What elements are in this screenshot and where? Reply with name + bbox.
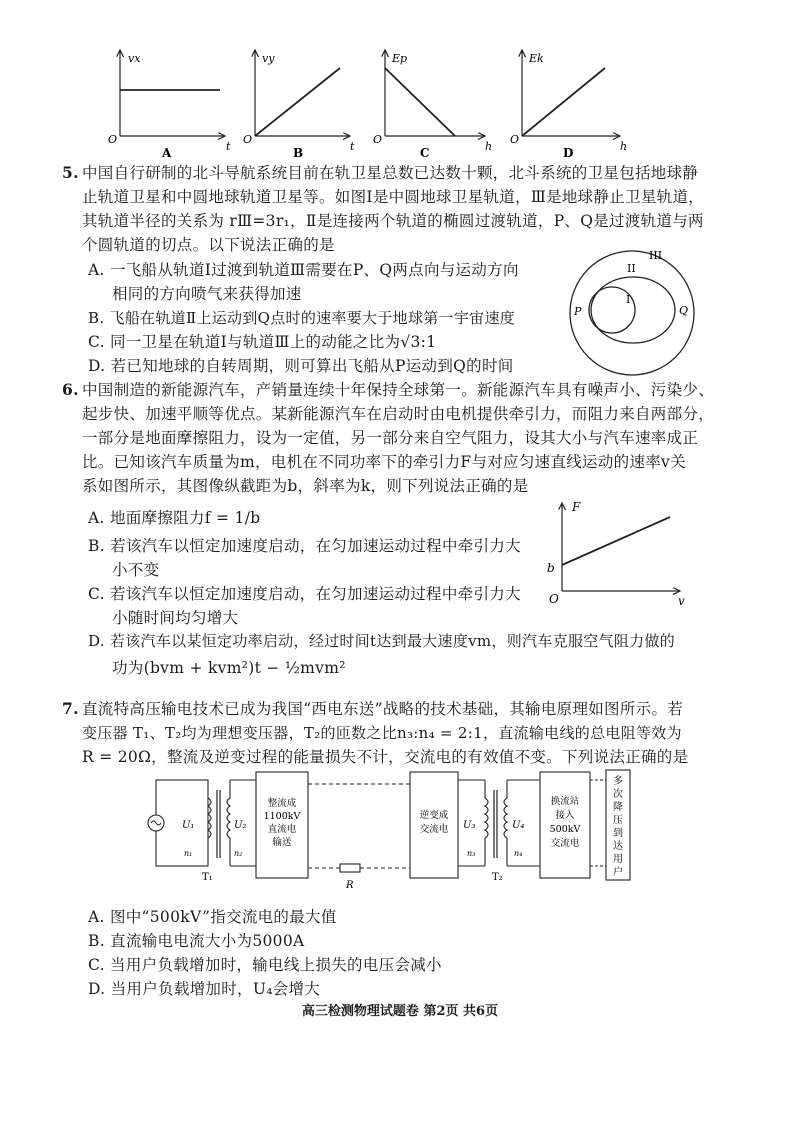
svg-text:交流电: 交流电 <box>550 838 580 849</box>
svg-text:达: 达 <box>613 841 623 852</box>
q5-option-d: D. 若已知地球的自转周期，则可算出飞船从P运动到Q的时间 <box>88 357 514 375</box>
transformer-t1-label: T₁ <box>202 872 213 883</box>
svg-text:U₃: U₃ <box>463 820 476 831</box>
svg-text:n₁: n₁ <box>184 849 193 858</box>
svg-text:P: P <box>574 305 582 318</box>
svg-text:压: 压 <box>613 815 623 826</box>
q6-stem-1: 中国制造的新能源汽车，产销量连续十年保持全球第一。新能源汽车具有噪声小、污染少、 <box>82 381 715 399</box>
svg-text:U₁: U₁ <box>182 820 195 831</box>
q6-stem-5: 系如图所示，其图像纵截距为b，斜率为k，则下列说法正确的是 <box>82 477 529 495</box>
svg-text:v: v <box>678 594 685 607</box>
q6-number: 6. <box>62 380 79 399</box>
q6-stem-2: 起步快、加速平顺等优点。某新能源汽车在启动时由电机提供牵引力，而阻力来自两部分， <box>82 405 715 423</box>
q6-stem-4: 比。已知该汽车质量为m，电机在不同功率下的牵引力F与对应匀速直线运动的速率v关 <box>82 453 686 471</box>
line-resistor <box>340 864 360 872</box>
q7-circuit-diagram <box>140 768 640 903</box>
q6-option-d-cont: 功为(bvm + kvm²)t − ½mvm² <box>112 659 346 677</box>
q6-graph-intercept: b <box>547 561 555 575</box>
resistor-label: R <box>346 880 354 891</box>
svg-text:vy: vy <box>262 52 275 65</box>
svg-text:n₃: n₃ <box>467 849 476 858</box>
svg-text:O: O <box>108 133 118 146</box>
svg-text:多: 多 <box>613 776 623 787</box>
svg-text:1100kV: 1100kV <box>263 811 301 822</box>
svg-text:h: h <box>485 140 493 153</box>
graph-a-ylabel: vx <box>128 52 141 65</box>
svg-text:Q: Q <box>679 304 689 317</box>
svg-text:户: 户 <box>613 867 623 878</box>
graph-d <box>510 50 627 160</box>
q6-option-c-cont: 小随时间均匀增大 <box>112 609 239 627</box>
q7-stem-3: R = 20Ω，整流及逆变过程的能量损失不计，交流电的有效值不变。下列说法正确的是 <box>82 748 689 766</box>
graph-b <box>243 50 355 160</box>
q7-option-d: D. 当用户负载增加时，U₄会增大 <box>88 980 321 998</box>
page-footer: 高三检测物理试题卷 第2页 共6页 <box>301 1004 499 1019</box>
q6-option-b-cont: 小不变 <box>112 561 160 579</box>
q5-stem-2: 止轨道卫星和中圆地球轨道卫星等。如图Ⅰ是中圆地球卫星轨道，Ⅲ是地球静止卫星轨道， <box>82 188 705 206</box>
orbit-II <box>591 277 675 343</box>
graph-d-letter: D <box>563 146 574 160</box>
q7-number: 7. <box>62 699 79 718</box>
q5-orbit-figure <box>538 246 728 381</box>
svg-text:整流成: 整流成 <box>267 798 297 809</box>
svg-text:O: O <box>510 133 520 146</box>
q6-graph-ylabel: F <box>572 500 581 514</box>
svg-text:II: II <box>627 262 636 275</box>
graph-a <box>108 50 231 160</box>
q6-stem-3: 一部分是地面摩擦阻力，设为一定值，另一部分来自空气阻力，设其大小与汽车速率成正 <box>82 429 699 447</box>
svg-text:Ep: Ep <box>392 52 408 65</box>
svg-text:直流电: 直流电 <box>267 824 297 835</box>
q5-option-a: A. 一飞船从轨道Ⅰ过渡到轨道Ⅲ需要在P、Q两点向与运动方向 <box>88 261 519 279</box>
svg-text:接入: 接入 <box>555 810 575 821</box>
svg-text:n₂: n₂ <box>234 849 243 858</box>
svg-text:用: 用 <box>613 854 623 865</box>
svg-text:交流电: 交流电 <box>419 824 449 835</box>
svg-text:III: III <box>649 249 663 262</box>
q7-option-b: B. 直流输电电流大小为5000A <box>88 932 305 950</box>
svg-text:U₄: U₄ <box>512 820 525 831</box>
q5-option-b: B. 飞船在轨道Ⅱ上运动到Q点时的速率要大于地球第一宇宙速度 <box>88 309 516 327</box>
svg-text:输送: 输送 <box>272 837 292 848</box>
q6-force-velocity-graph <box>540 497 700 607</box>
svg-text:t: t <box>226 140 231 153</box>
svg-text:逆变成: 逆变成 <box>419 810 449 821</box>
svg-text:次: 次 <box>613 789 623 800</box>
transformer-t2-label: T₂ <box>492 872 503 883</box>
q5-option-a-cont: 相同的方向喷气来获得加速 <box>112 285 302 303</box>
svg-text:Ek: Ek <box>529 52 544 65</box>
graph-b-letter: B <box>293 146 304 160</box>
svg-text:O: O <box>243 133 253 146</box>
q6-option-c: C. 若该汽车以恒定加速度启动，在匀加速运动过程中牵引力大 <box>88 585 521 603</box>
q6-option-a: A. 地面摩擦阻力f = 1/b <box>88 509 261 527</box>
graph-c <box>373 50 492 160</box>
svg-text:t: t <box>350 140 355 153</box>
svg-text:O: O <box>373 133 383 146</box>
svg-text:500kV: 500kV <box>549 824 581 835</box>
svg-text:h: h <box>620 140 628 153</box>
q5-stem-4: 个圆轨道的切点。以下说法正确的是 <box>82 236 335 254</box>
q5-option-c: C. 同一卫星在轨道Ⅰ与轨道Ⅲ上的动能之比为√3:1 <box>88 333 437 351</box>
q7-option-a: A. 图中“500kV”指交流电的最大值 <box>88 908 337 926</box>
q5-stem-3: 其轨道半径的关系为 rⅢ=3r₁，Ⅱ是连接两个轨道的椭圆过渡轨道，P、Q是过渡轨道与两 <box>82 212 704 230</box>
svg-text:n₄: n₄ <box>514 849 523 858</box>
q6-option-b: B. 若该汽车以恒定加速度启动，在匀加速运动过程中牵引力大 <box>88 537 521 555</box>
q5-stem-1: 中国自行研制的北斗导航系统目前在轨卫星总数已达数十颗，北斗系统的卫星包括地球静 <box>82 164 699 182</box>
graph-c-letter: C <box>420 146 430 160</box>
svg-text:到: 到 <box>613 828 623 839</box>
top-graphs <box>0 40 800 160</box>
q5-number: 5. <box>62 163 79 182</box>
graph-a-letter: A <box>162 146 172 160</box>
svg-text:O: O <box>549 592 559 606</box>
q7-stem-2: 变压器 T₁、T₂均为理想变压器，T₂的匝数之比n₃:n₄ = 2:1，直流输电线的总电阻等效为 <box>82 724 682 742</box>
svg-text:换流站: 换流站 <box>550 796 580 807</box>
q6-option-d: D. 若该汽车以某恒定功率启动，经过时间t达到最大速度vm，则汽车克服空气阻力做的 <box>88 632 676 650</box>
svg-text:I: I <box>626 293 631 306</box>
q7-stem-1: 直流特高压输电技术已成为我国“西电东送”战略的技术基础，其输电原理如图所示。若 <box>82 700 684 718</box>
svg-text:U₂: U₂ <box>234 820 247 831</box>
q7-option-c: C. 当用户负载增加时，输电线上损失的电压会减小 <box>88 956 442 974</box>
svg-text:降: 降 <box>613 802 623 813</box>
